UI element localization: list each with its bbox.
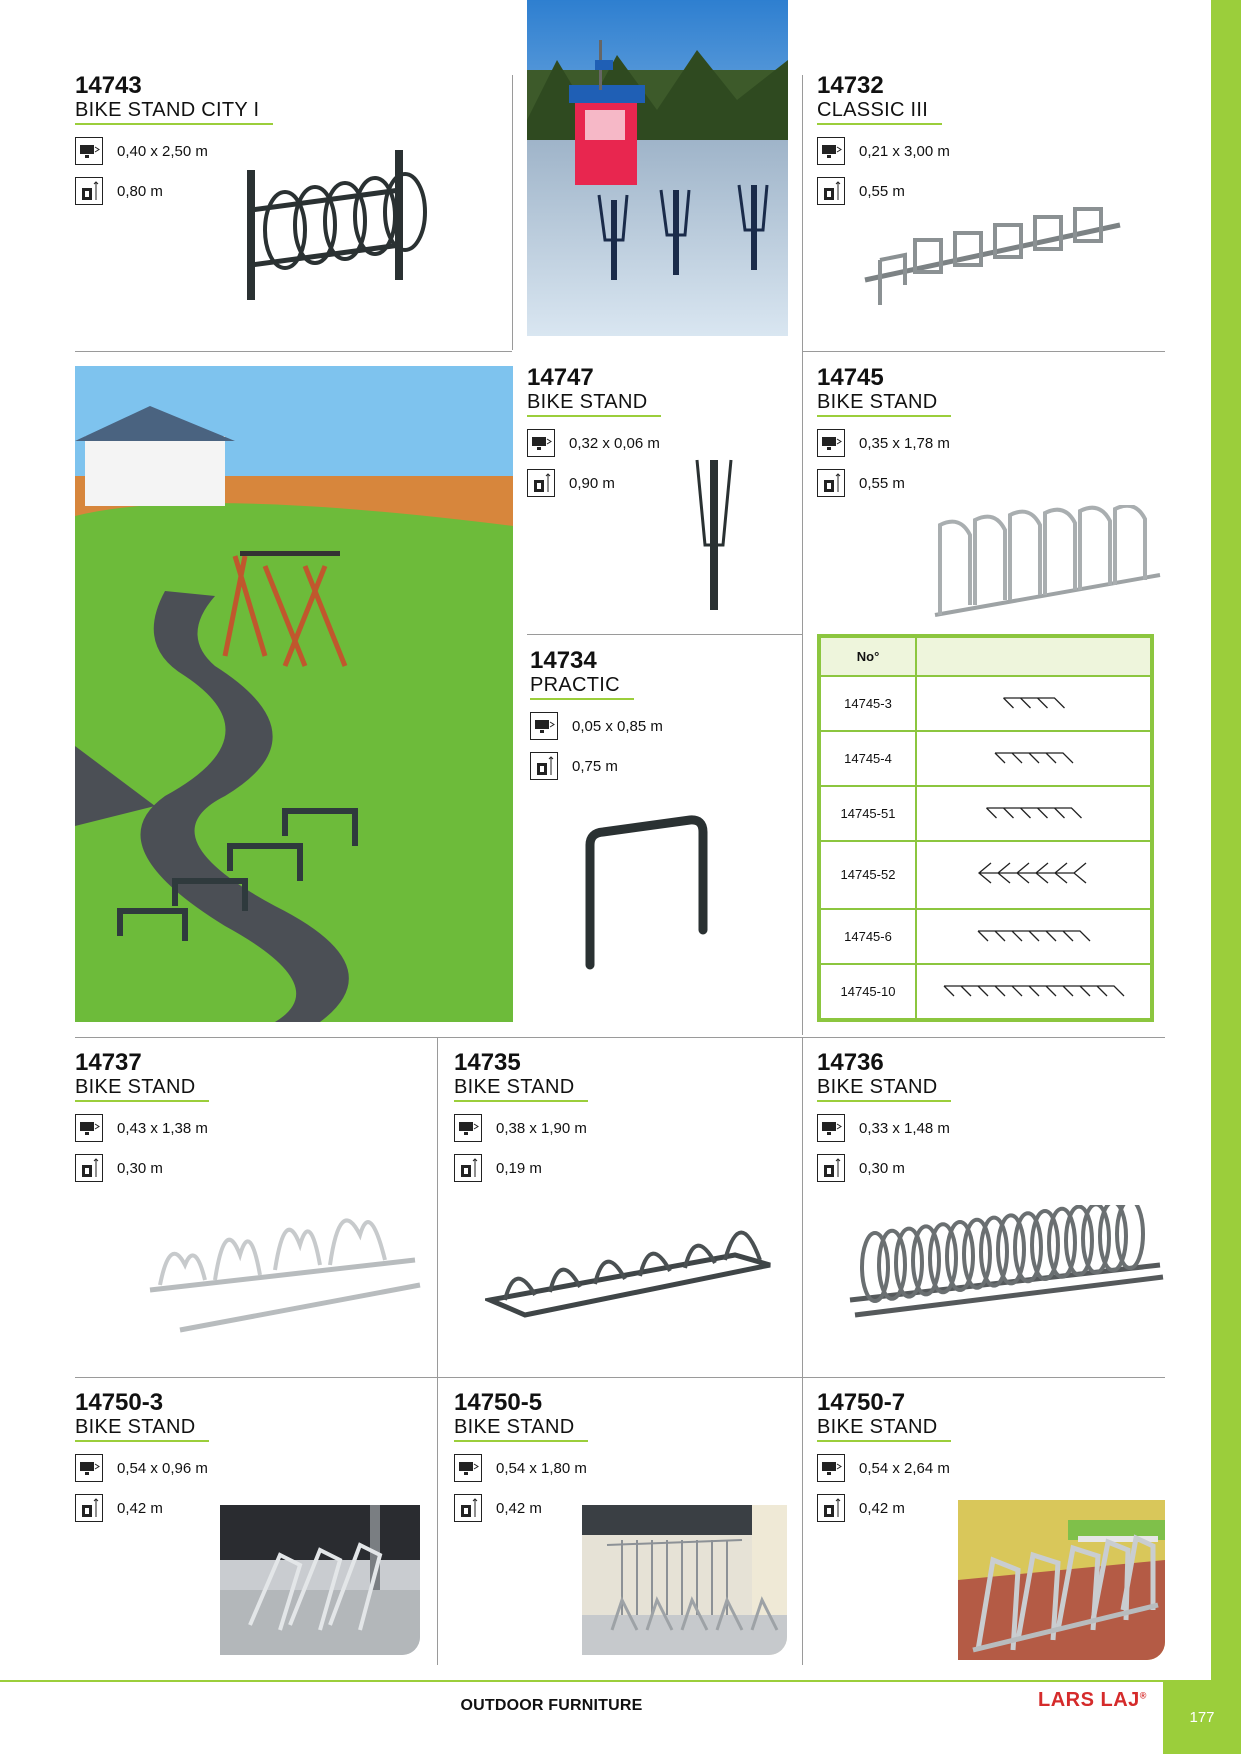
product-code: 14745 — [817, 364, 884, 391]
table-row: 14745-52 — [820, 841, 1151, 908]
layout-diagram — [916, 841, 1151, 908]
product-14735 — [454, 1050, 588, 1182]
photo-park-bike-stands — [75, 366, 513, 1022]
product-14745 — [817, 365, 951, 497]
table-row: 14745-6 — [820, 909, 1151, 964]
product-image-14737 — [145, 1185, 425, 1340]
spec-size: 0,40 x 2,50 m — [75, 137, 273, 165]
table-header-layout — [916, 637, 1151, 676]
dimensions-icon — [454, 1454, 482, 1482]
product-code: 14750-3 — [75, 1389, 164, 1416]
product-14737 — [75, 1050, 209, 1182]
table-row: 14745-51 — [820, 786, 1151, 841]
spec-size: 0,21 x 3,00 m — [817, 137, 950, 165]
spec-size: 0,33 x 1,48 m — [817, 1114, 951, 1142]
dimensions-icon — [530, 712, 558, 740]
product-code: 14732 — [817, 72, 884, 99]
spec-height: 0,55 m — [817, 469, 951, 497]
product-name: BIKE STAND — [817, 391, 951, 417]
spec-height: 0,42 m — [817, 1494, 951, 1522]
accent-bar — [1211, 0, 1241, 1680]
divider — [527, 634, 802, 635]
layout-diagram — [916, 964, 1151, 1019]
table-header-row — [820, 637, 1151, 676]
product-name: BIKE STAND — [527, 391, 661, 417]
product-code: 14737 — [75, 1049, 142, 1076]
height-icon — [817, 177, 845, 205]
dimensions-icon — [817, 1454, 845, 1482]
dimensions-icon — [75, 1454, 103, 1482]
spec-height: 0,42 m — [454, 1494, 588, 1522]
spec-size: 0,54 x 2,64 m — [817, 1454, 951, 1482]
product-image-14747 — [685, 450, 745, 615]
height-icon — [530, 752, 558, 780]
spec-height: 0,75 m — [530, 752, 663, 780]
product-14736 — [817, 1050, 951, 1182]
product-name: BIKE STAND — [454, 1416, 588, 1442]
product-name: BIKE STAND — [75, 1416, 209, 1442]
product-14734 — [530, 648, 663, 780]
product-14750-7 — [817, 1390, 951, 1522]
height-icon — [817, 1154, 845, 1182]
divider — [802, 75, 803, 1035]
product-code: 14734 — [530, 647, 597, 674]
divider — [75, 351, 512, 352]
height-icon — [527, 469, 555, 497]
variants-table — [817, 634, 1154, 1022]
product-code: 14750-7 — [817, 1389, 906, 1416]
photo-14750-5 — [582, 1505, 787, 1655]
product-image-14735 — [485, 1200, 775, 1335]
divider — [75, 1037, 1165, 1038]
dimensions-icon — [817, 429, 845, 457]
dimensions-icon — [527, 429, 555, 457]
spec-height: 0,30 m — [75, 1154, 209, 1182]
spec-size: 0,38 x 1,90 m — [454, 1114, 588, 1142]
photo-14750-3 — [220, 1505, 420, 1655]
height-icon — [817, 469, 845, 497]
dimensions-icon — [75, 1114, 103, 1142]
product-image-14736 — [845, 1205, 1165, 1330]
product-code: 14735 — [454, 1049, 521, 1076]
photo-kiosk-bike-stands — [527, 0, 788, 336]
product-name: CLASSIC III — [817, 99, 942, 125]
product-name: BIKE STAND CITY I — [75, 99, 273, 125]
height-icon — [75, 1154, 103, 1182]
table-row: 14745-3 — [820, 676, 1151, 731]
product-image-14745 — [930, 505, 1170, 625]
layout-diagram — [916, 909, 1151, 964]
height-icon — [817, 1494, 845, 1522]
spec-size: 0,54 x 0,96 m — [75, 1454, 209, 1482]
product-name: BIKE STAND — [454, 1076, 588, 1102]
product-code: 14743 — [75, 72, 142, 99]
height-icon — [454, 1494, 482, 1522]
product-14747 — [527, 365, 661, 497]
spec-size: 0,32 x 0,06 m — [527, 429, 661, 457]
spec-size: 0,43 x 1,38 m — [75, 1114, 209, 1142]
page-number: 177 — [1163, 1680, 1241, 1754]
product-code: 14747 — [527, 364, 594, 391]
product-name: PRACTIC — [530, 674, 634, 700]
dimensions-icon — [454, 1114, 482, 1142]
dimensions-icon — [817, 1114, 845, 1142]
spec-height: 0,42 m — [75, 1494, 209, 1522]
product-image-14734 — [575, 805, 715, 970]
photo-14750-7 — [958, 1500, 1165, 1660]
spec-height: 0,55 m — [817, 177, 950, 205]
spec-size: 0,05 x 0,85 m — [530, 712, 663, 740]
product-14732 — [817, 73, 950, 205]
table-header-no: No° — [820, 637, 916, 676]
layout-diagram — [916, 676, 1151, 731]
product-image-14743 — [235, 145, 440, 305]
footer-section-title: OUTDOOR FURNITURE — [460, 1697, 643, 1714]
table-row: 14745-4 — [820, 731, 1151, 786]
product-14750-5 — [454, 1390, 588, 1522]
product-14750-3 — [75, 1390, 209, 1522]
spec-size: 0,54 x 1,80 m — [454, 1454, 588, 1482]
height-icon — [75, 177, 103, 205]
product-code: 14736 — [817, 1049, 884, 1076]
table-row: 14745-10 — [820, 964, 1151, 1019]
spec-height: 0,90 m — [527, 469, 661, 497]
product-name: BIKE STAND — [75, 1076, 209, 1102]
height-icon — [75, 1494, 103, 1522]
layout-diagram — [916, 786, 1151, 841]
brand-logo: LARS LAJ® — [1038, 1689, 1147, 1711]
spec-height: 0,19 m — [454, 1154, 588, 1182]
footer-line — [0, 1680, 1163, 1682]
divider — [802, 351, 1165, 352]
product-name: BIKE STAND — [817, 1416, 951, 1442]
product-name: BIKE STAND — [817, 1076, 951, 1102]
divider — [437, 1037, 438, 1665]
layout-diagram — [916, 731, 1151, 786]
dimensions-icon — [817, 137, 845, 165]
height-icon — [454, 1154, 482, 1182]
divider — [75, 1377, 1165, 1378]
spec-height: 0,30 m — [817, 1154, 951, 1182]
divider — [512, 75, 513, 350]
spec-height: 0,80 m — [75, 177, 273, 205]
product-code: 14750-5 — [454, 1389, 543, 1416]
divider — [802, 1037, 803, 1665]
product-image-14732 — [860, 195, 1130, 320]
dimensions-icon — [75, 137, 103, 165]
spec-size: 0,35 x 1,78 m — [817, 429, 951, 457]
